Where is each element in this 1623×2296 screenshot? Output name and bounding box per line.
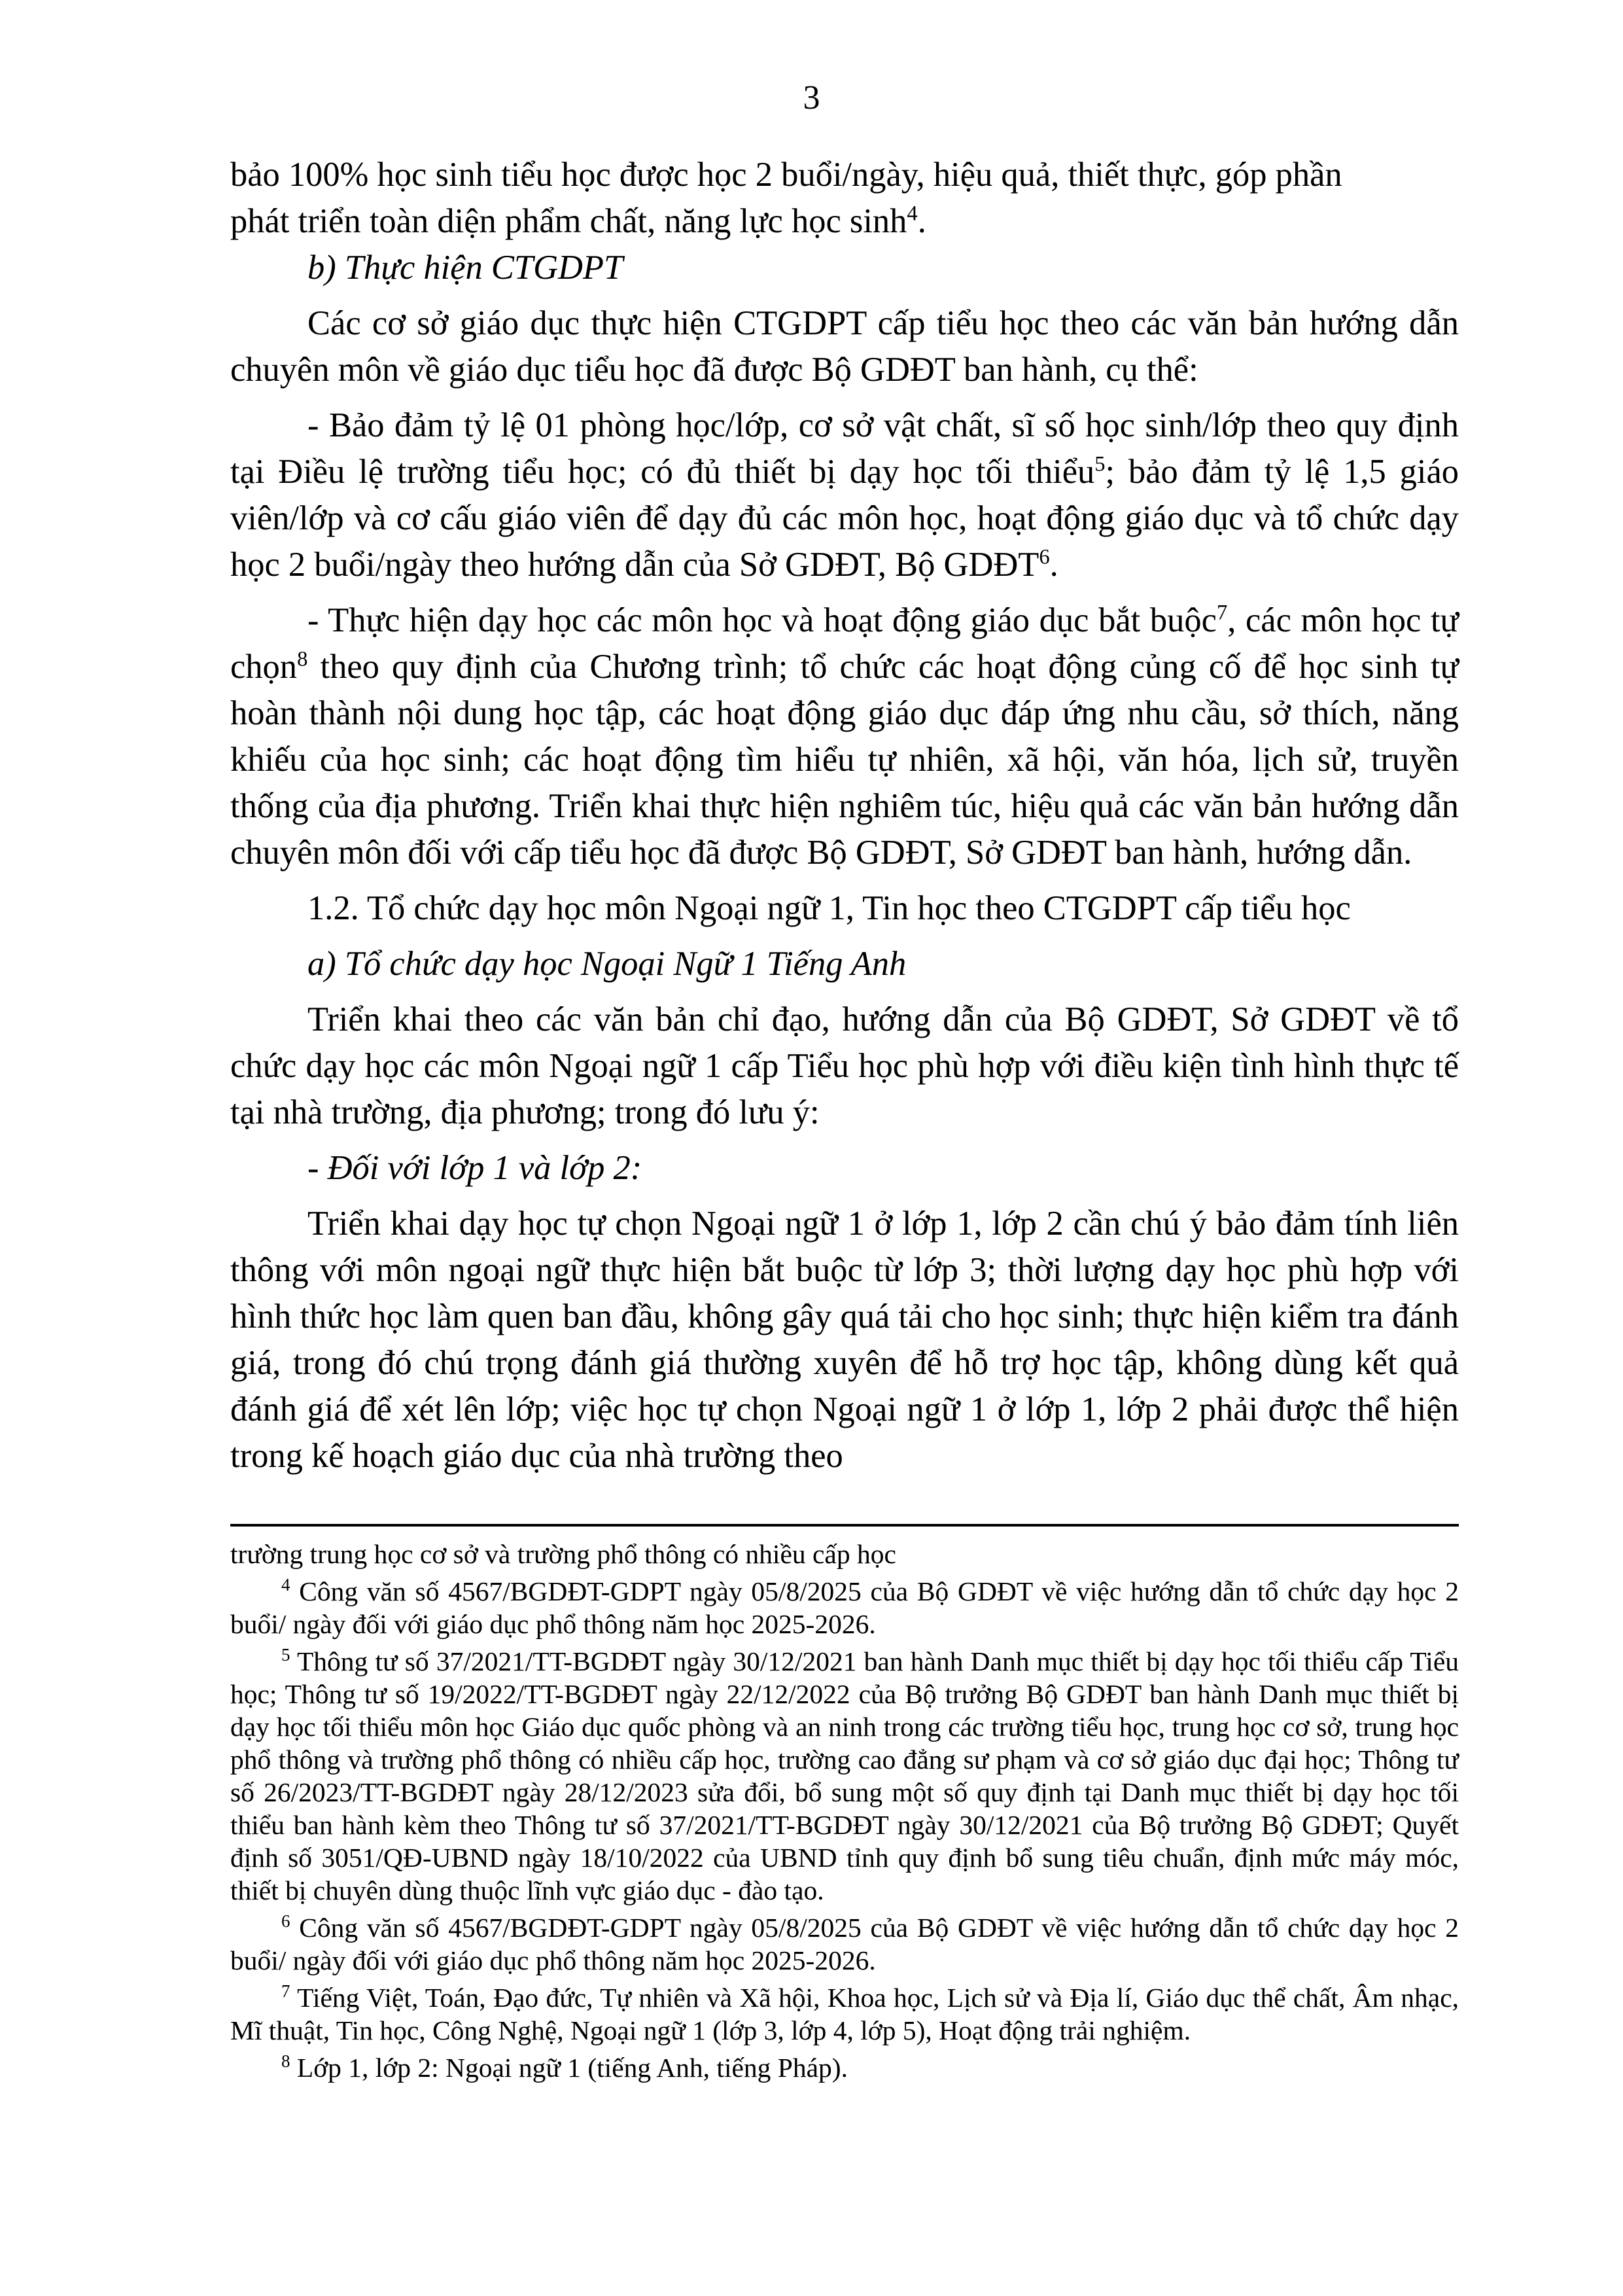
footnote-continuation: trường trung học cơ sở và trường phổ thông có nhiều cấp học [230,1539,896,1569]
document-body [230,152,1459,1479]
footnote-mark: 4 [281,1575,290,1595]
paragraph-text: theo quy định của Chương trình; tổ chức các hoạt động củng cố để học sinh tự hoàn thành nội dung học tập, các hoạt động giáo dục đáp ứng nhu cầu, sở thích, năng khiếu của học sinh; các hoạt động tìm hiểu tự nhiên, xã hội, văn hóa, lịch sử, truyền thống của địa phương. Triển khai thực hiện nghiêm túc, hiệu quả các văn bản hướng dẫn chuyên môn đối với cấp tiểu học đã được Bộ GDĐT, Sở GDĐT ban hành, hướng dẫn. [230,648,1459,872]
footnote-mark: 8 [281,2051,290,2072]
paragraph-text: , các môn học tự chọn [230,601,1459,686]
footnote-ref-5[interactable]: 5 [1094,452,1106,476]
punctuation: . [1049,546,1058,584]
paragraph-text: ; bảo đảm tỷ lệ 1,5 giáo viên/lớp và cơ cấu giáo viên để dạy đủ các môn học, hoạt động giáo dục và tổ chức dạy học 2 buổi/ngày theo hướng dẫn của Sở GDĐT, Bộ GDĐT [230,453,1459,584]
paragraph-trien-khai: Triển khai theo các văn bản chỉ đạo, hướng dẫn của Bộ GDĐT, Sở GDĐT về tổ chức dạy học các môn Ngoại ngữ 1 cấp Tiểu học phù hợp với điều kiện tình hình thực tế tại nhà trường, địa phương; trong đó lưu ý: [230,1000,1459,1131]
footnote-8 [230,2051,1459,2084]
paragraph-text: - Thực hiện dạy học các môn học và hoạt động giáo dục bắt buộc [307,601,1217,639]
footnote-ref-8[interactable]: 8 [297,647,308,671]
footnote-ref-7[interactable]: 7 [1216,601,1228,625]
paragraph-continuation [230,152,1459,245]
punctuation: . [917,202,926,240]
paragraph-intro: Các cơ sở giáo dục thực hiện CTGDPT cấp tiểu học theo các văn bản hướng dẫn chuyên môn về giáo dục tiểu học đã được Bộ GDĐT ban hành, cụ thể: [230,304,1459,389]
paragraph-bullet-dam-bao [230,402,1459,588]
heading-b-thuc-hien-ctgdpt: b) Thực hiện CTGDPT [307,249,623,287]
footnotes [230,1538,1459,2084]
paragraph-text: phát triển toàn diện phẩm chất, năng lực học sinh [230,202,907,240]
footnote-mark: 7 [281,1981,290,2002]
footnote-text: Thông tư số 37/2021/TT-BGDĐT ngày 30/12/2021 ban hành Danh mục thiết bị dạy học tối thiểu cấp Tiểu học; Thông tư số 19/2022/TT-BGDĐT ngày 22/12/2022 của Bộ trưởng Bộ GDĐT ban hành Danh mục thiết bị dạy học tối thiểu môn học Giáo dục quốc phòng và an ninh trong các trường tiểu học, trung học cơ sở, trung học phổ thông và trường phổ thông có nhiều cấp học, trường cao đẳng sư phạm và cơ sở giáo dục đại học; Thông tư số 26/2023/TT-BGDĐT ngày 28/12/2023 sửa đổi, bổ sung một số quy định tại Danh mục thiết bị dạy học tối thiểu ban hành kèm theo Thông tư số 37/2021/TT-BGDĐT ngày 30/12/2021 của Bộ trưởng Bộ GDĐT; Quyết định số 3051/QĐ-UBND ngày 18/10/2022 của UBND tỉnh quy định bổ sung tiêu chuẩn, định mức máy móc, thiết bị chuyên dùng thuộc lĩnh vực giáo dục - đào tạo. [230,1646,1459,1905]
footnote-5 [230,1645,1459,1907]
heading-lop-1-2: - Đối với lớp 1 và lớp 2: [307,1149,642,1187]
footnote-7 [230,1981,1459,2047]
footnote-separator [230,1524,1459,1527]
page-number: 3 [803,79,820,116]
footnote-4 [230,1575,1459,1640]
heading-1-2: 1.2. Tổ chức dạy học môn Ngoại ngữ 1, Tin học theo CTGDPT cấp tiểu học [307,889,1351,927]
footnote-text: Lớp 1, lớp 2: Ngoại ngữ 1 (tiếng Anh, tiếng Pháp). [290,2053,848,2083]
footnote-text: Tiếng Việt, Toán, Đạo đức, Tự nhiên và Xã hội, Khoa học, Lịch sử và Địa lí, Giáo dục thể chất, Âm nhạc, Mĩ thuật, Tin học, Công Nghệ, Ngoại ngữ 1 (lớp 3, lớp 4, lớp 5), Hoạt động trải nghiệm. [230,1983,1459,2045]
paragraph-lop-1-2: Triển khai dạy học tự chọn Ngoại ngữ 1 ở lớp 1, lớp 2 cần chú ý bảo đảm tính liên thông với môn ngoại ngữ thực hiện bắt buộc từ lớp 3; thời lượng dạy học phù hợp với hình thức học làm quen ban đầu, không gây quá tải cho học sinh; thực hiện kiểm tra đánh giá, trong đó chú trọng đánh giá thường xuyên để hỗ trợ học tập, không dùng kết quả đánh giá để xét lên lớp; việc học tự chọn Ngoại ngữ 1 ở lớp 1, lớp 2 phải được thể hiện trong kế hoạch giáo dục của nhà trường theo [230,1205,1459,1475]
paragraph-text: bảo 100% học sinh tiểu học được học 2 buổi/ngày, hiệu quả, thiết thực, góp phần [230,156,1342,194]
paragraph-text: - Bảo đảm tỷ lệ 01 phòng học/lớp, cơ sở vật chất, sĩ số học sinh/lớp theo quy định tại Điều lệ trường tiểu học; có đủ thiết bị dạy học tối thiểu [230,406,1459,491]
footnote-text: Công văn số 4567/BGDĐT-GDPT ngày 05/8/2025 của Bộ GDĐT về việc hướng dẫn tổ chức dạy học 2 buổi/ ngày đối với giáo dục phổ thông năm học 2025-2026. [230,1576,1459,1639]
heading-a-ngoai-ngu: a) Tổ chức dạy học Ngoại Ngữ 1 Tiếng Anh [307,945,907,983]
footnote-text: Công văn số 4567/BGDĐT-GDPT ngày 05/8/2025 của Bộ GDĐT về việc hướng dẫn tổ chức dạy học 2 buổi/ ngày đối với giáo dục phổ thông năm học 2025-2026. [230,1913,1459,1975]
footnote-ref-4[interactable]: 4 [907,202,918,226]
paragraph-bullet-thuc-hien [230,597,1459,876]
footnote-mark: 5 [281,1645,290,1665]
footnote-mark: 6 [281,1911,290,1932]
footnote-ref-6[interactable]: 6 [1039,545,1050,569]
footnote-6 [230,1911,1459,1977]
